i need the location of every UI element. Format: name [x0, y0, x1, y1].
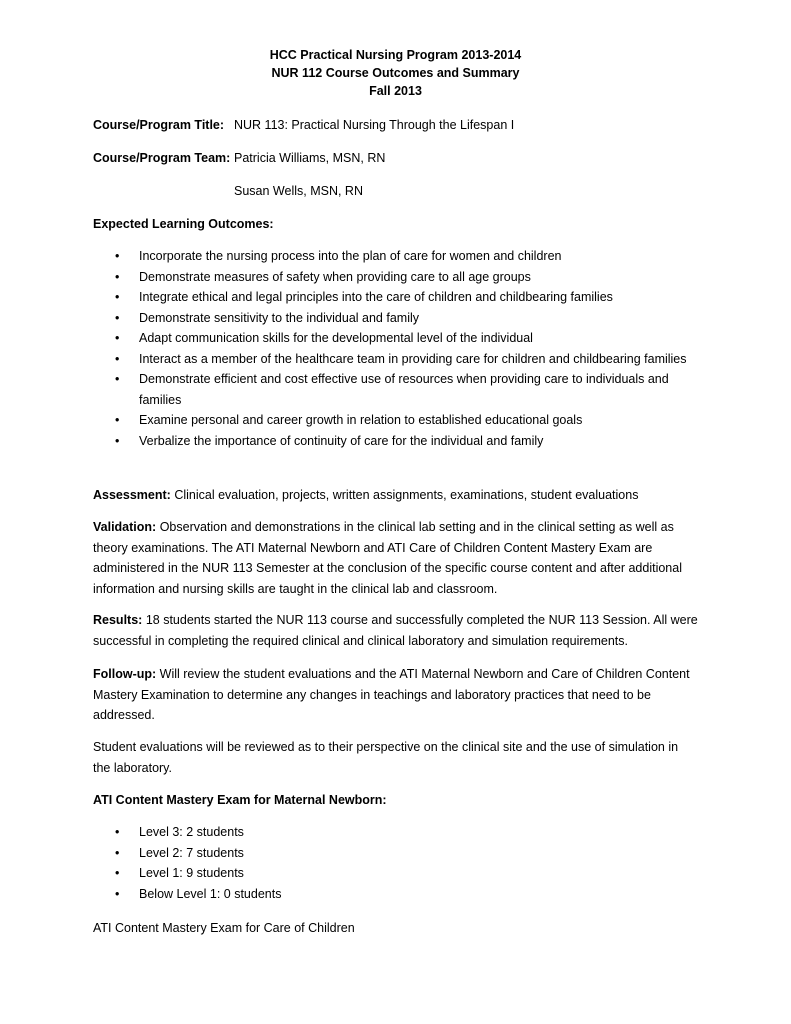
list-item: • Adapt communication skills for the developmental level of the individual [93, 328, 703, 349]
team-member: Susan Wells, MSN, RN [234, 184, 363, 198]
list-item: • Below Level 1: 0 students [93, 884, 703, 905]
assessment-label: Assessment: [93, 488, 171, 502]
list-item: • Demonstrate sensitivity to the individual and family [93, 308, 703, 329]
followup-text: Will review the student evaluations and the ATI Maternal Newborn and Care of Children Content Mastery Examination to determine any changes in teachings and laboratory practices that need to be addressed. [93, 667, 690, 722]
header-program: HCC Practical Nursing Program 2013-2014 [269, 48, 522, 62]
maternal-newborn-heading: ATI Content Mastery Exam for Maternal Newborn: [93, 793, 387, 807]
list-item: • Level 1: 9 students [93, 863, 703, 884]
header-course: NUR 112 Course Outcomes and Summary [271, 66, 520, 80]
list-item: • Interact as a member of the healthcare team in providing care for children and childbearing families [93, 349, 703, 370]
followup-label: Follow-up: [93, 667, 157, 681]
validation-paragraph [93, 517, 698, 599]
list-item: • Examine personal and career growth in relation to established educational goals [93, 410, 703, 431]
outcomes-list [93, 246, 703, 451]
list-item: • Integrate ethical and legal principles into the care of children and childbearing families [93, 287, 703, 308]
course-title-label: Course/Program Title: [93, 118, 225, 132]
list-item: • Incorporate the nursing process into the plan of care for women and children [93, 246, 703, 267]
outcomes-heading: Expected Learning Outcomes: [93, 217, 274, 231]
student-evaluation-paragraph: Student evaluations will be reviewed as to their perspective on the clinical site and the use of simulation in the laboratory. [93, 740, 679, 775]
assessment-row [93, 485, 638, 505]
list-item: • Level 2: 7 students [93, 843, 703, 864]
list-item: • Demonstrate measures of safety when providing care to all age groups [93, 267, 703, 288]
results-paragraph [93, 610, 698, 651]
header-term: Fall 2013 [369, 84, 422, 98]
care-of-children-heading: ATI Content Mastery Exam for Care of Children [93, 921, 355, 935]
results-text: 18 students started the NUR 113 course and successfully completed the NUR 113 Session. All were successful in completing the required clinical and clinical laboratory and simulation requirements. [93, 613, 698, 648]
followup-paragraph [93, 664, 698, 726]
course-title-value: NUR 113: Practical Nursing Through the Lifespan I [234, 118, 515, 132]
validation-label: Validation: [93, 520, 157, 534]
validation-text: Observation and demonstrations in the clinical lab setting and in the clinical setting as well as theory examinations. The ATI Maternal Newborn and ATI Care of Children Content Mastery Exam are administered in the NUR 113 Semester at the conclusion of the specific course content and after additional information and nursing skills are taught in the clinical lab and classroom. [93, 520, 682, 596]
course-title-row [93, 115, 515, 135]
maternal-levels-list [93, 822, 703, 904]
assessment-text: Clinical evaluation, projects, written assignments, examinations, student evaluations [174, 488, 639, 502]
list-item: • Level 3: 2 students [93, 822, 703, 843]
course-team-label: Course/Program Team: [93, 151, 231, 165]
course-team-row [93, 148, 386, 168]
list-item: • Demonstrate efficient and cost effective use of resources when providing care to individuals and families [93, 369, 703, 410]
list-item: • Verbalize the importance of continuity of care for the individual and family [93, 431, 703, 452]
results-label: Results: [93, 613, 143, 627]
team-member: Patricia Williams, MSN, RN [234, 151, 386, 165]
document-header [0, 46, 791, 100]
